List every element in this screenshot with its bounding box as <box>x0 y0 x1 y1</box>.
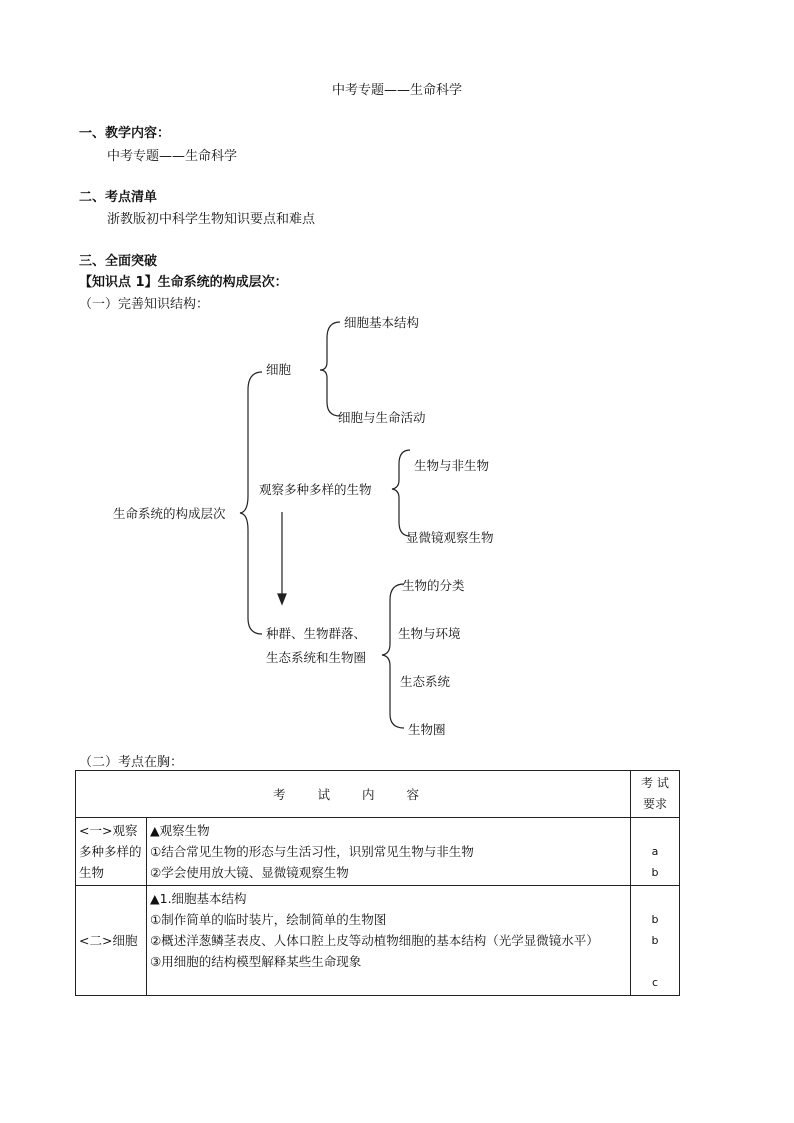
row-line: ①制作简单的临时装片，绘制简单的生物图 <box>150 912 387 927</box>
population-brace <box>382 584 404 728</box>
diagram-classification: 生物的分类 <box>402 578 465 593</box>
row-line: ②概述洋葱鳞茎表皮、人体口腔上皮等动植物细胞的基本结构（光学显微镜水平） <box>150 933 599 948</box>
level-value: b <box>651 913 659 926</box>
diagram-cell-life-activity: 细胞与生命活动 <box>338 410 426 425</box>
knowledge-structure-diagram <box>0 300 794 760</box>
level-value: a <box>651 845 659 858</box>
table-row <box>76 818 680 886</box>
level-value: b <box>651 866 659 879</box>
row-line: ①结合常见生物的形态与生活习性，识别常见生物与非生物 <box>150 844 474 859</box>
diagram-branch-population-1: 种群、生物群落、 <box>266 626 367 641</box>
row-content <box>147 886 631 996</box>
page-title: 中考专题——生命科学 <box>331 83 462 98</box>
subsection-knowledge-structure: （一）完善知识结构： <box>79 297 210 312</box>
subsection-exam-points: （二）考点在胸： <box>79 755 184 770</box>
section-body-teaching-content: 中考专题——生命科学 <box>107 149 238 164</box>
header-exam-content: 考 试 内 容 <box>76 771 631 818</box>
row-line: ③用细胞的结构模型解释某些生命现象 <box>150 954 362 969</box>
section-heading-exam-points: 二、考点清单 <box>79 190 158 205</box>
header-exam-requirement <box>631 771 680 818</box>
row-line: ②学会使用放大镜、显微镜观察生物 <box>150 865 349 880</box>
exam-requirements-table <box>75 770 680 996</box>
diagram-branch-observe: 观察多种多样的生物 <box>259 482 372 497</box>
root-brace <box>240 372 262 634</box>
row-levels <box>631 886 680 996</box>
row-category: <一>观察多种多样的生物 <box>76 818 147 886</box>
table-row <box>76 886 680 996</box>
down-arrow-head <box>278 594 286 604</box>
observe-brace <box>392 450 410 536</box>
diagram-root: 生命系统的构成层次 <box>113 506 226 521</box>
diagram-branch-cell: 细胞 <box>266 362 292 377</box>
cell-brace <box>320 322 340 416</box>
diagram-microscope: 显微镜观察生物 <box>406 530 494 545</box>
row-line: ▲观察生物 <box>150 823 210 838</box>
diagram-ecosystem: 生态系统 <box>400 674 451 689</box>
row-category: <二>细胞 <box>76 886 147 996</box>
section-heading-teaching-content: 一、教学内容： <box>79 126 171 141</box>
row-levels <box>631 818 680 886</box>
diagram-biosphere: 生物圈 <box>408 722 446 737</box>
row-line: ▲1.细胞基本结构 <box>150 891 247 906</box>
level-value: c <box>651 976 659 989</box>
row-content <box>147 818 631 886</box>
section-body-exam-points: 浙教版初中科学生物知识要点和难点 <box>107 212 316 227</box>
knowledge-point-heading: 【知识点 1】生命系统的构成层次： <box>79 275 288 290</box>
section-heading-breakthrough: 三、全面突破 <box>79 254 158 269</box>
diagram-living-nonliving: 生物与非生物 <box>414 458 490 473</box>
header-req-line2: 要求 <box>642 797 667 811</box>
diagram-environment: 生物与环境 <box>398 626 461 641</box>
level-value: b <box>651 934 659 947</box>
header-req-line1: 考 试 <box>641 776 669 790</box>
diagram-cell-structure: 细胞基本结构 <box>344 315 420 330</box>
diagram-branch-population-2: 生态系统和生物圈 <box>266 650 367 665</box>
table-header-row <box>76 771 680 818</box>
